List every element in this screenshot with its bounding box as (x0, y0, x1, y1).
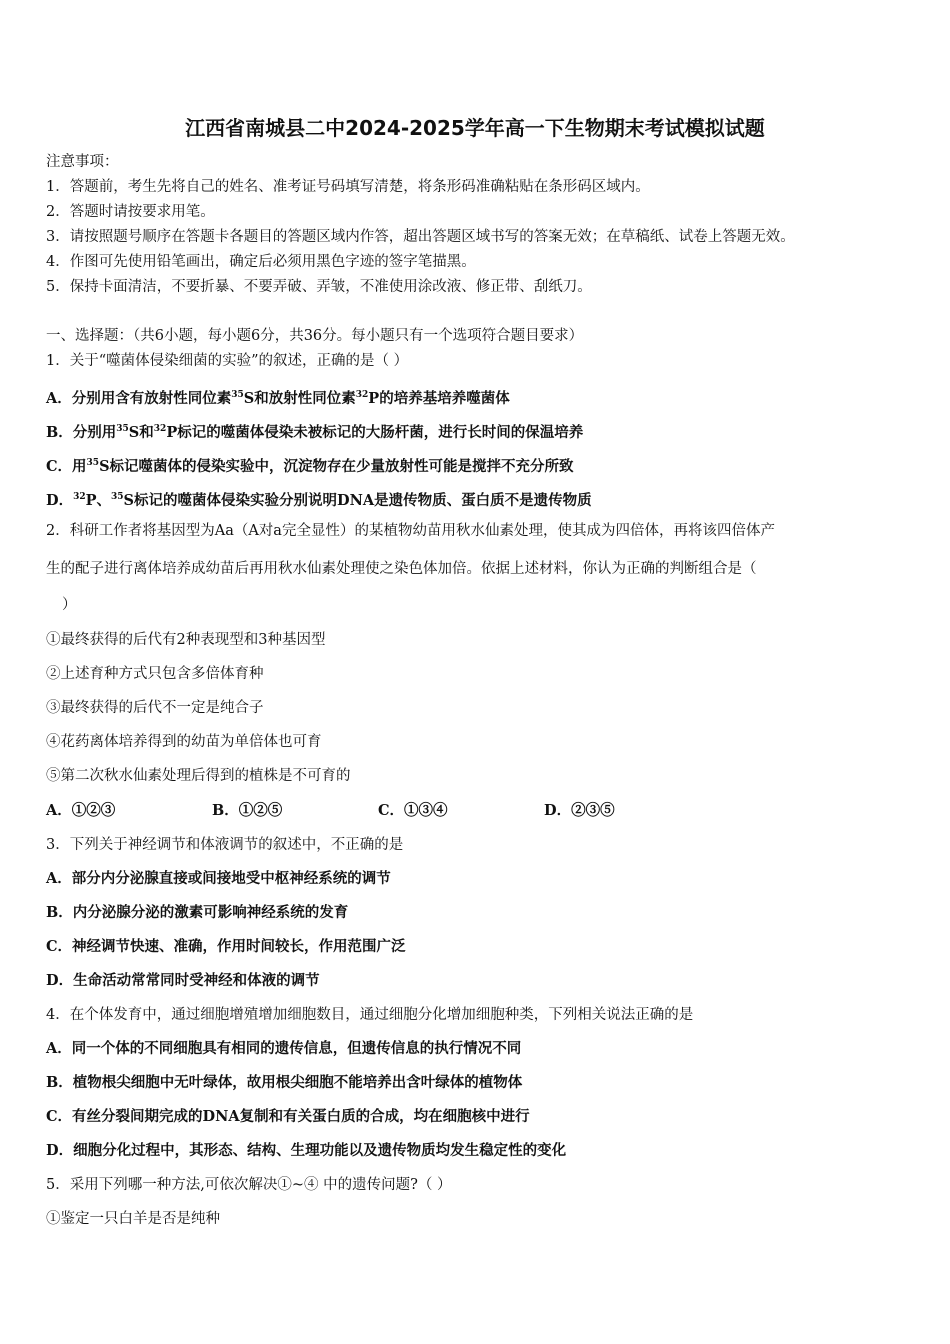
question-2-statement-3: ③最终获得的后代不一定是纯合子 (46, 700, 264, 716)
question-2-statement-5: ⑤第二次秋水仙素处理后得到的植株是不可育的 (46, 768, 351, 784)
notes-heading: 注意事项： (46, 154, 119, 170)
question-4-option-a: A．同一个体的不同细胞具有相同的遗传信息，但遗传信息的执行情况不同 (46, 1040, 522, 1057)
note-item: 4．作图可先使用铅笔画出，确定后必须用黑色字迹的签字笔描黑。 (46, 254, 476, 270)
question-1-option-b: B．分别用$^{35}$S和$^{32}$P标记的噬菌体侵染未被标记的大肠杆菌，进行长时间的保温培养 (46, 424, 584, 441)
question-2-stem-line-2: 生的配子进行离体培养成幼苗后再用秋水仙素处理使之染色体加倍。依据上述材料，你认为正确的判断组合是（ (46, 561, 757, 577)
question-2-statement-1: ①最终获得的后代有2种表现型和3种基因型 (46, 632, 326, 648)
section-heading: 一、选择题：（共6小题，每小题6分，共36分。每小题只有一个选项符合题目要求） (46, 328, 584, 344)
question-1-option-a: A．分别用含有放射性同位素$^{35}$S和放射性同位素$^{32}$P的培养基培养噬菌体 (46, 390, 510, 407)
note-item: 3．请按照题号顺序在答题卡各题目的答题区域内作答，超出答题区域书写的答案无效；在草稿纸、试卷上答题无效。 (46, 229, 795, 245)
question-3-option-d: D．生命活动常常同时受神经和体液的调节 (46, 972, 320, 989)
question-3-option-c: C．神经调节快速、准确，作用时间较长，作用范围广泛 (46, 938, 406, 955)
question-2-option-c: C．①③④ (378, 802, 448, 819)
note-item: 1．答题前，考生先将自己的姓名、准考证号码填写清楚，将条形码准确粘贴在条形码区域内。 (46, 179, 650, 195)
question-2-option-b: B．①②⑤ (212, 802, 283, 819)
question-4-option-b: B．植物根尖细胞中无叶绿体，故用根尖细胞不能培养出含叶绿体的植物体 (46, 1074, 523, 1091)
note-item: 5．保持卡面清洁，不要折暴、不要弄破、弄皱，不准使用涂改液、修正带、刮纸刀。 (46, 279, 592, 295)
question-3-option-a: A．部分内分泌腺直接或间接地受中枢神经系统的调节 (46, 870, 391, 887)
question-4-option-c: C．有丝分裂间期完成的DNA复制和有关蛋白质的合成，均在细胞核中进行 (46, 1108, 530, 1125)
question-2-options (46, 801, 920, 821)
question-2-statement-2: ②上述育种方式只包含多倍体育种 (46, 666, 264, 682)
question-1-option-c: C．用$^{35}$S标记噬菌体的侵染实验中，沉淀物存在少量放射性可能是搅拌不充分所致 (46, 458, 574, 475)
question-2-option-a: A．①②③ (46, 802, 116, 819)
question-1-option-d: D．$^{32}$P、$^{35}$S标记的噬菌体侵染实验分别说明DNA是遗传物质、蛋白质不是遗传物质 (46, 492, 592, 509)
question-1-stem: 1．关于“噬菌体侵染细菌的实验”的叙述，正确的是（ ） (46, 353, 409, 369)
question-3-stem: 3．下列关于神经调节和体液调节的叙述中，不正确的是 (46, 837, 404, 853)
question-2-stem-line-3: ） (62, 597, 77, 613)
question-2-stem-line-1: 2．科研工作者将基因型为Aa（A对a完全显性）的某植物幼苗用秋水仙素处理，使其成为四倍体，再将该四倍体产 (46, 523, 775, 539)
question-4-stem: 4．在个体发育中，通过细胞增殖增加细胞数目，通过细胞分化增加细胞种类，下列相关说法正确的是 (46, 1007, 694, 1023)
question-5-stem: 5．采用下列哪一种方法,可依次解决①~④ 中的遗传问题?（ ） (46, 1177, 452, 1193)
question-4-option-d: D．细胞分化过程中，其形态、结构、生理功能以及遗传物质均发生稳定性的变化 (46, 1142, 567, 1159)
question-2-option-d: D．②③⑤ (544, 802, 615, 819)
note-item: 2．答题时请按要求用笔。 (46, 204, 215, 220)
page-title: 江西省南城县二中2024-2025学年高一下生物期末考试模拟试题 (185, 116, 765, 140)
question-3-option-b: B．内分泌腺分泌的激素可影响神经系统的发育 (46, 904, 349, 921)
question-2-statement-4: ④花药离体培养得到的幼苗为单倍体也可育 (46, 734, 322, 750)
question-5-statement-1: ①鉴定一只白羊是否是纯种 (46, 1211, 220, 1227)
